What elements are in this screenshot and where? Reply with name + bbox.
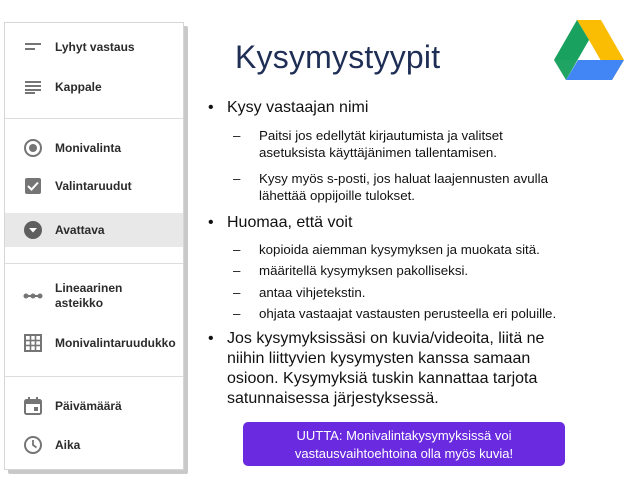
- menu-item-time[interactable]: [5, 433, 183, 457]
- menu-item-label: Päivämäärä: [55, 398, 122, 413]
- menu-item-short-answer[interactable]: [5, 35, 183, 59]
- sub-bullet-dash: –: [233, 263, 241, 278]
- menu-item-label: Aika: [55, 437, 81, 452]
- callout-line-1: UUTTA: Monivalintakysymyksissä voi: [296, 428, 512, 443]
- menu-item-label: Valintaruudut: [55, 178, 132, 193]
- menu-item-label: Monivalinta: [55, 140, 122, 155]
- google-drive-logo: [554, 18, 624, 80]
- menu-item-label: Lineaarinen asteikko: [55, 281, 123, 310]
- menu-item-label: Avattava: [55, 222, 105, 237]
- menu-divider: [5, 263, 183, 264]
- sub-bullet-dash: –: [233, 306, 241, 321]
- short-text-icon: [23, 37, 43, 57]
- menu-item-dropdown[interactable]: [5, 213, 183, 247]
- menu-item-label: Monivalintaruudukko: [55, 335, 176, 350]
- sub-bullet-text: määritellä kysymyksen pakolliseksi.: [259, 263, 469, 278]
- bullet-text: Kysy vastaajan nimi: [227, 99, 369, 116]
- sub-bullet-dash: –: [233, 285, 241, 300]
- sub-bullet-dash: –: [233, 242, 241, 257]
- menu-item-label: Kappale: [55, 79, 102, 94]
- slide-title: Kysymystyypit: [235, 39, 441, 75]
- paragraph-icon: [23, 77, 43, 97]
- sub-bullet-text: antaa vihjetekstin.: [259, 285, 366, 300]
- bullet-dot: •: [208, 214, 214, 231]
- sub-bullet-text: Paitsi jos edellytät kirjautumista ja valitset asetuksista käyttäjänimen tallentamisen.: [259, 128, 503, 160]
- sub-bullet-text: Kysy myös s-posti, jos haluat laajennusten avulla lähettää oppijoille tulokset.: [259, 171, 548, 203]
- menu-item-linear-scale[interactable]: [5, 279, 183, 313]
- menu-item-date[interactable]: [5, 394, 183, 418]
- sub-bullet-text: kopioida aiemman kysymyksen ja muokata sitä.: [259, 242, 540, 257]
- menu-item-label: Lyhyt vastaus: [55, 39, 135, 54]
- bullet-dot: •: [208, 99, 214, 116]
- grid-icon: [23, 333, 43, 353]
- menu-item-paragraph[interactable]: [5, 75, 183, 99]
- menu-item-multiple-choice[interactable]: [5, 136, 183, 160]
- calendar-icon: [23, 396, 43, 416]
- question-type-menu: [4, 22, 184, 470]
- sub-bullet-dash: –: [233, 171, 241, 186]
- callout-line-2: vastausvaihtoehtoina olla myös kuvia!: [294, 446, 514, 461]
- menu-divider: [5, 376, 183, 377]
- menu-item-checkboxes[interactable]: [5, 174, 183, 198]
- bullet-text: Jos kysymyksissäsi on kuvia/videoita, liitä ne niihin liittyvien kysymysten kanssa samaan osioon. Kysymyksiä tuskin kannattaa tarjota satunnaisessa järjestyksessä.: [227, 330, 545, 407]
- radio-button-icon: [23, 138, 43, 158]
- linear-scale-icon: [23, 286, 43, 306]
- clock-icon: [23, 435, 43, 455]
- bullet-text: Huomaa, että voit: [227, 214, 353, 231]
- sub-bullet-text: ohjata vastaajat vastausten perusteella eri poluille.: [259, 306, 557, 321]
- checkbox-icon: [23, 176, 43, 196]
- dropdown-icon: [23, 220, 43, 240]
- bullet-dot: •: [208, 330, 214, 347]
- sub-bullet-dash: –: [233, 128, 241, 143]
- menu-item-grid[interactable]: [5, 331, 183, 355]
- menu-divider: [5, 118, 183, 119]
- new-feature-callout: [243, 422, 565, 466]
